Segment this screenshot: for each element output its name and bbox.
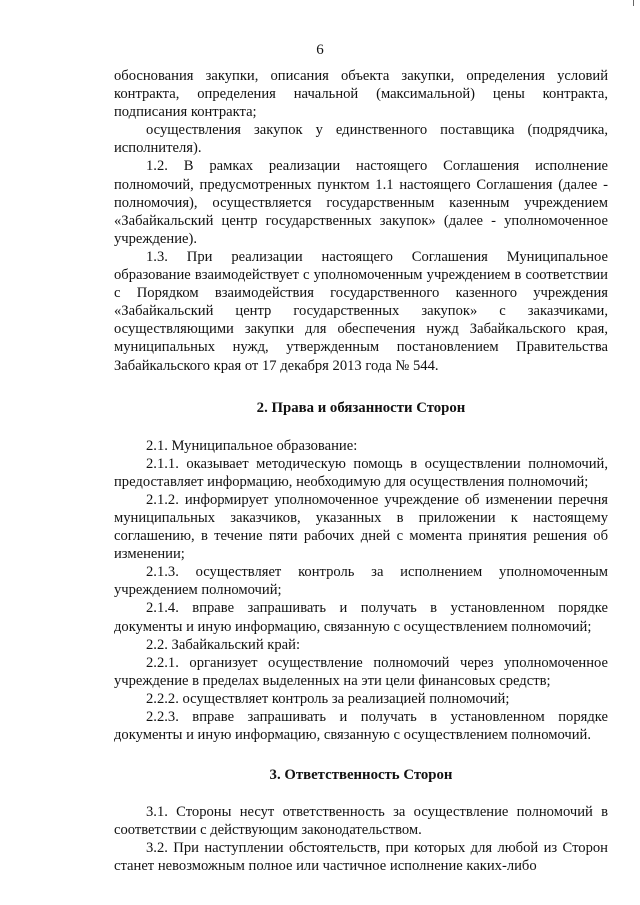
scan-mark	[633, 0, 634, 6]
paragraph-3-2: 3.2. При наступлении обстоятельств, при которых для любой из Сторон станет невозможным полное или частичное исполнение каких-либо	[114, 840, 608, 875]
paragraph-1-2: 1.2. В рамках реализации настоящего Соглашения исполнение полномочий, предусмотренных пунктом 1.1 настоящего Соглашения (далее - полномочия), осуществляется государственным казенным учреждением «Забайкальский центр государственных закупок» (далее - уполномоченное учреждение).	[114, 158, 608, 247]
paragraph-single-supplier: осуществления закупок у единственного поставщика (подрядчика, исполнителя).	[114, 122, 608, 157]
paragraph-2-2-1: 2.2.1. организует осуществление полномочий через уполномоченное учреждение в пределах выделенных на эти цели финансовых средств;	[114, 654, 608, 689]
paragraph-2-1-2: 2.1.2. информирует уполномоченное учреждение об изменении перечня муниципальных заказчиков, указанных в приложении к настоящему соглашению, в течение пяти рабочих дней с момента принятия решения об изменении;	[114, 491, 608, 563]
section-2-heading: 2. Права и обязанности Сторон	[256, 399, 466, 416]
paragraph-2-2-3: 2.2.3. вправе запрашивать и получать в установленном порядке документы и иную информацию, связанную с осуществлением полномочий.	[114, 709, 608, 744]
document-body	[114, 67, 608, 876]
paragraph-2-1-1: 2.1.1. оказывает методическую помощь в осуществлении полномочий, предоставляет информацию, необходимую для осуществления полномочий;	[114, 455, 608, 490]
page-number: 6	[316, 42, 324, 58]
paragraph-2-2-2: 2.2.2. осуществляет контроль за реализацией полномочий;	[146, 690, 510, 707]
section-3-heading: 3. Ответственность Сторон	[269, 767, 453, 784]
paragraph-intro-continuation: обоснования закупки, описания объекта закупки, определения условий контракта, определения начальной (максимальной) цены контракта, подписания контракта;	[114, 68, 608, 121]
paragraph-2-1-4: 2.1.4. вправе запрашивать и получать в установленном порядке документы и иную информацию, связанную с осуществлением полномочий;	[114, 600, 608, 635]
paragraph-2-1: 2.1. Муниципальное образование:	[146, 437, 358, 454]
paragraph-3-1: 3.1. Стороны несут ответственность за осуществление полномочий в соответствии с действующим законодательством.	[114, 804, 608, 839]
paragraph-2-2: 2.2. Забайкальский край:	[146, 636, 301, 653]
paragraph-2-1-3: 2.1.3. осуществляет контроль за исполнением уполномоченным учреждением полномочий;	[114, 564, 608, 599]
paragraph-1-3: 1.3. При реализации настоящего Соглашения Муниципальное образование взаимодействует с уполномоченным учреждением в соответствии с Порядком взаимодействия государственного казенного учреждения «Забайкальский центр государственных закупок» с заказчиками, осуществляющими закупки для обеспечения нужд Забайкальского края, муниципальных нужд, утвержденным постановлением Правительства Забайкальского края от 17 декабря 2013 года № 544.	[114, 248, 608, 374]
